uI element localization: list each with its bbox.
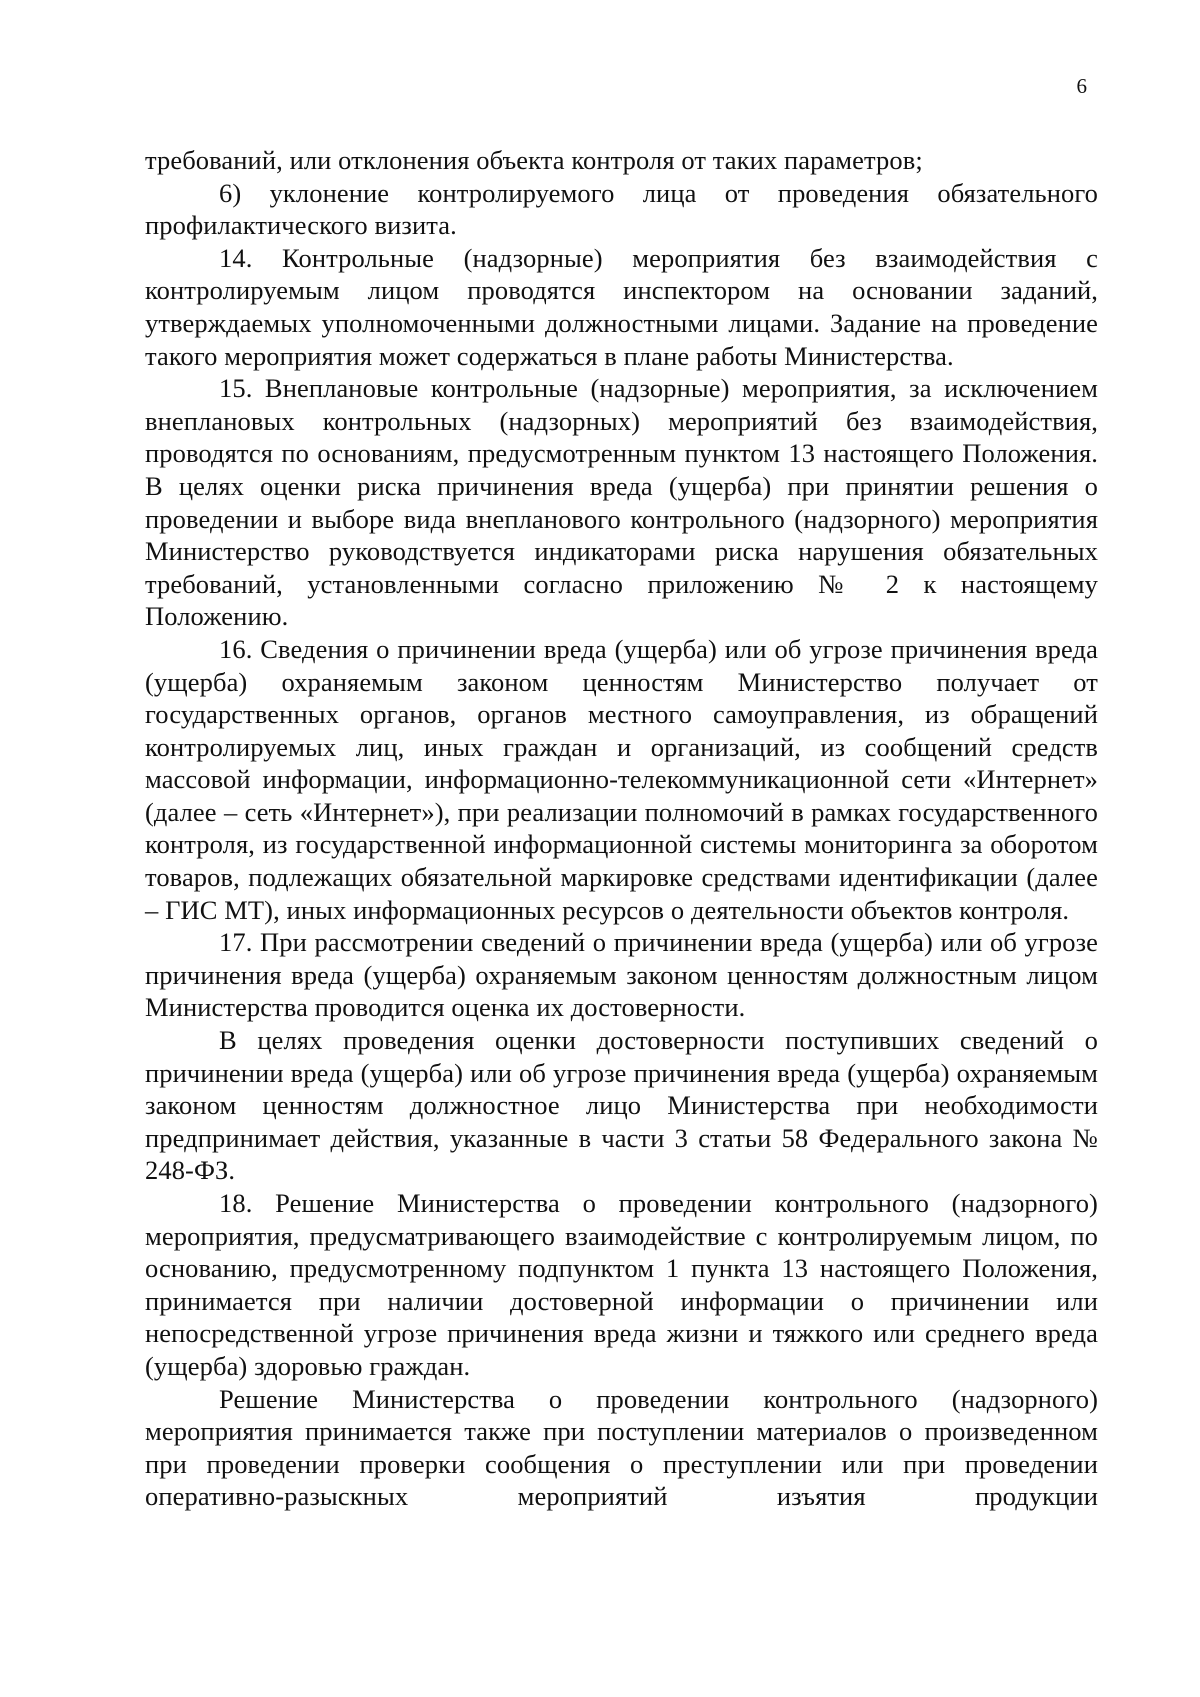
paragraph-17: 17. При рассмотрении сведений о причинении вреда (ущерба) или об угрозе причинения вреда (ущерба) охраняемым законом ценностям должностным лицом Министерства проводится оценка их достоверности. [145,927,1098,1023]
paragraph-18: 18. Решение Министерства о проведении контрольного (надзорного) мероприятия, предусматривающего взаимодействие с контролируемым лицом, по основанию, предусмотренному подпунктом 1 пункта 13 настоящего Положения, принимается при наличии достоверной информации о причинении или непосредственной угрозе причинения вреда жизни и тяжкого или среднего вреда (ущерба) здоровью граждан. [145,1188,1098,1381]
paragraph-item-6: 6) уклонение контролируемого лица от проведения обязательного профилактического визита. [145,177,1098,241]
page-number: 6 [1076,74,1087,98]
document-body [145,144,1098,1513]
paragraph-17-assessment: В целях проведения оценки достоверности поступивших сведений о причинении вреда (ущерба) или об угрозе причинения вреда (ущерба) охраняемым законом ценностям должностное лицо Министерства при необходимости предпринимает действия, указанные в части 3 статьи 58 Федерального закона № 248-ФЗ. [145,1025,1098,1186]
paragraph-14: 14. Контрольные (надзорные) мероприятия без взаимодействия с контролируемым лицом проводятся инспектором на основании заданий, утверждаемых уполномоченными должностными лицами. Задание на проведение такого мероприятия может содержаться в плане работы Министерства. [145,242,1098,371]
paragraph-continuation: требований, или отклонения объекта контроля от таких параметров; [145,145,923,175]
paragraph-15: 15. Внеплановые контрольные (надзорные) мероприятия, за исключением внеплановых контрольных (надзорных) мероприятий без взаимодействия, проводятся по основаниям, предусмотренным пунктом 13 настоящего Положения. В целях оценки риска причинения вреда (ущерба) при принятии решения о проведении и выборе вида внепланового контрольного (надзорного) мероприятия Министерство руководствуется индикаторами риска нарушения обязательных требований, установленными согласно приложению № 2 к настоящему Положению. [145,373,1098,632]
paragraph-18-decision: Решение Министерства о проведении контрольного (надзорного) мероприятия принимается также при поступлении материалов о произведенном при проведении проверки сообщения о преступлении или при проведении оперативно-разыскных мероприятий изъятия продукции [145,1383,1098,1512]
paragraph-16: 16. Сведения о причинении вреда (ущерба) или об угрозе причинения вреда (ущерба) охраняемым законом ценностям Министерство получает от государственных органов, органов местного самоуправления, из обращений контролируемых лиц, иных граждан и организаций, из сообщений средств массовой информации, информационно-телекоммуникационной сети «Интернет» (далее – сеть «Интернет»), при реализации полномочий в рамках государственного контроля, из государственной информационной системы мониторинга за оборотом товаров, подлежащих обязательной маркировке средствами идентификации (далее – ГИС МТ), иных информационных ресурсов о деятельности объектов контроля. [145,633,1098,925]
